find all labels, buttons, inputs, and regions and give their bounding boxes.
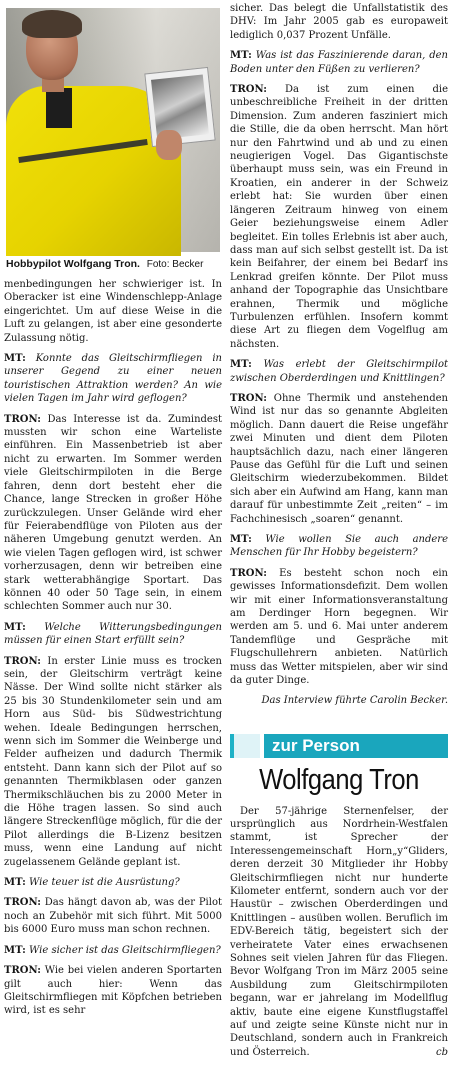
paragraph: sicher. Das belegt die Unfallstatistik des DHV: Im Jahr 2005 gab es europaweit lediglich 0,037 Prozent Unfälle. [230,3,448,41]
answer: TRON: Das Interesse ist da. Zumindest mussten wir schon eine Warteliste einführen. Ein Massenbetrieb ist aber nicht zu erwarten. Im Sommer werden viele Gleitschirmpiloten in die Berge fahren, denn dort besteht eher die Chance, lange Strecken in großer Höhe zurückzulegen. Unser Gelände wird eher für Feierabendflüge von Piloten aus der näheren Umgebung genutzt werden. An wie vielen Tagen geflogen wird, ist schwer vorherzusagen, denn wir betreiben eine stark wetterabhängige Sportart. Das können 40 oder 50 Tage sein, in einem schlechten Sommer auch nur 30. [4,413,222,613]
answer: TRON: Ohne Thermik und anstehenden Wind ist nur das so genannte Abgleiten möglich. Dann dauert die Reise ungefähr zwei Minuten und dient dem Piloten hauptsächlich dazu, nach einer längeren Pause das Gefühl für die Luft und seinen Gleitschirm wiederzubekommen. Bildet sich aber ein Aufwind am Hang, kann man darauf für unbestimmte Zeit „reiten“ – im Fachchinesisch „soaren“ genannt. [230,392,448,525]
hand [156,130,182,160]
photo-caption [6,258,222,270]
section-header-zur-person [230,734,448,758]
column-left [4,2,222,1025]
question: MT: Konnte das Gleitschirmfliegen in unserer Gegend zu einer neuen touristischen Attraktion werden? An wie vielen Tagen im Jahr wird geflogen? [4,353,222,405]
question: MT: Wie wollen Sie auch andere Menschen für Ihr Hobby begeistern? [230,534,448,559]
question: MT: Welche Witterungsbedingungen müssen für einen Start erfüllt sein? [4,621,222,647]
interview-byline: Das Interview führte Carolin Becker. [261,694,448,706]
bio-paragraph: Der 57-jährige Sternenfelser, der ursprünglich aus Nordrhein-Westfalen stammt, ist Sprecher der Interessengemeinschaft Horn„y“Gliders, deren derzeit 30 Mitglieder ihr Hobby Gleitschirmfliegen nicht nur hunderte Kilometer entfernt, sondern auch vor der Haustür – zwischen Oberderdingen und Knittlingen – ausüben wollen. Beruflich im EDV-Bereich tätig, begeistert sich der verheiratete Vater eines erwachsenen Sohnes seit vielen Jahren für das Fliegen. Bevor Wolfgang Tron im März 2005 seine Ausbildung zum Gleitschirmpiloten begann, war er jahrelang im Modellflug aktiv, baute eine eigene Kunstflugstaffel auf und zeigte seine Künste nicht nur in Deutschland, sondern auch in Frankreich und Österreich. cb [230,805,448,1058]
answer: TRON: Wie bei vielen anderen Sportarten gilt auch hier: Wenn das Gleitschirmfliegen mit Köpfchen betrieben wird, ist es sehr [4,965,222,1017]
section-label: zur Person [264,734,448,758]
question: MT: Was erlebt der Gleitschirmpilot zwischen Oberderdingen und Knittlingen? [230,359,448,384]
author-initials: cb [435,1046,448,1058]
answer: TRON: In erster Linie muss es trocken sein, der Gleitschirm verträgt keine Nässe. Der Wind sollte nicht stärker als 25 bis 30 Stundenkilometer sein und am Horn aus Süd- bis Südwestrichtung wehen. Ideale Bedingungen herrschen, wenn sich im Sommer die Weinberge und Felder aufheizen und dadurch Thermik entsteht. Dann kann sich der Pilot auf so genannten Thermikblasen oder ganzen Thermikschläuchen bis zu 2000 Meter in die Höhe tragen lassen. So sind auch längere Streckenflüge möglich, für die der Pilot allerdings die B-Lizenz besitzen muss, wenn eine Landung auf nicht zugelassenem Gelände geplant ist. [4,655,222,868]
question: MT: Was ist das Faszinierende daran, den Boden unter den Füßen zu verlieren? [230,50,448,75]
column-right [230,2,448,1066]
person-name-heading: Wolfgang Tron [259,763,419,796]
answer: TRON: Da ist zum einen die unbeschreibliche Freiheit in der dritten Dimension. Zum anderen fasziniert mich die Stille, die da oben herrscht. Man hört nur den Fahrtwind und ab und zu einen neugierigen Vogel. Das Gigantischste überhaupt muss sein, was ein Freund in Kroatien, ein anderer in der Schweiz erlebt hat: Sie wurden über einen längeren Zeitraum hinweg von einem Geier beziehungsweise einem Adler begleitet. Ein tolles Erlebnis ist aber auch, dass man auf sich selbst gestellt ist. Da ist kein Beifahrer, der einem bei Bedarf ins Lenkrad greifen könnte. Der Pilot muss anhand der Topographie das Unsichtbare erahnen, Thermik und mögliche Turbulenzen erfühlen. Insofern kommt diese Art zu fliegen dem Vogelflug am nächsten. [230,84,449,350]
section-accent-block [230,734,260,758]
answer: TRON: Es besteht schon noch ein gewisses Informationsdefizit. Dem wollen wir mit einer Informationsveranstaltung am Derdinger Horn begegnen. Wir werden am 5. und 6. Mai unter anderem Tandemflüge und Gespräche mit Flugschullehrern anbieten. Natürlich muss das Wetter mitspielen, aber wir sind da guter Dinge. [230,567,448,687]
answer: TRON: Das hängt davon ab, was der Pilot noch an Zubehör mit sich führt. Mit 5000 bis 6000 Euro muss man schon rechnen. [4,897,222,936]
photo-credit: Foto: Becker [146,259,204,270]
caption-title: Hobbypilot Wolfgang Tron. [6,258,140,270]
question: MT: Wie sicher ist das Gleitschirmfliegen? [4,944,221,956]
question: MT: Wie teuer ist die Ausrüstung? [4,877,180,889]
person-photo [6,8,220,252]
paragraph: menbedingungen her schwieriger ist. In Oberacker ist eine Windenschlepp-Anlage eingerichtet. Um auf diese Weise in die Luft zu gelangen, ist aber eine gesonderte Zulassung nötig. [4,279,222,344]
